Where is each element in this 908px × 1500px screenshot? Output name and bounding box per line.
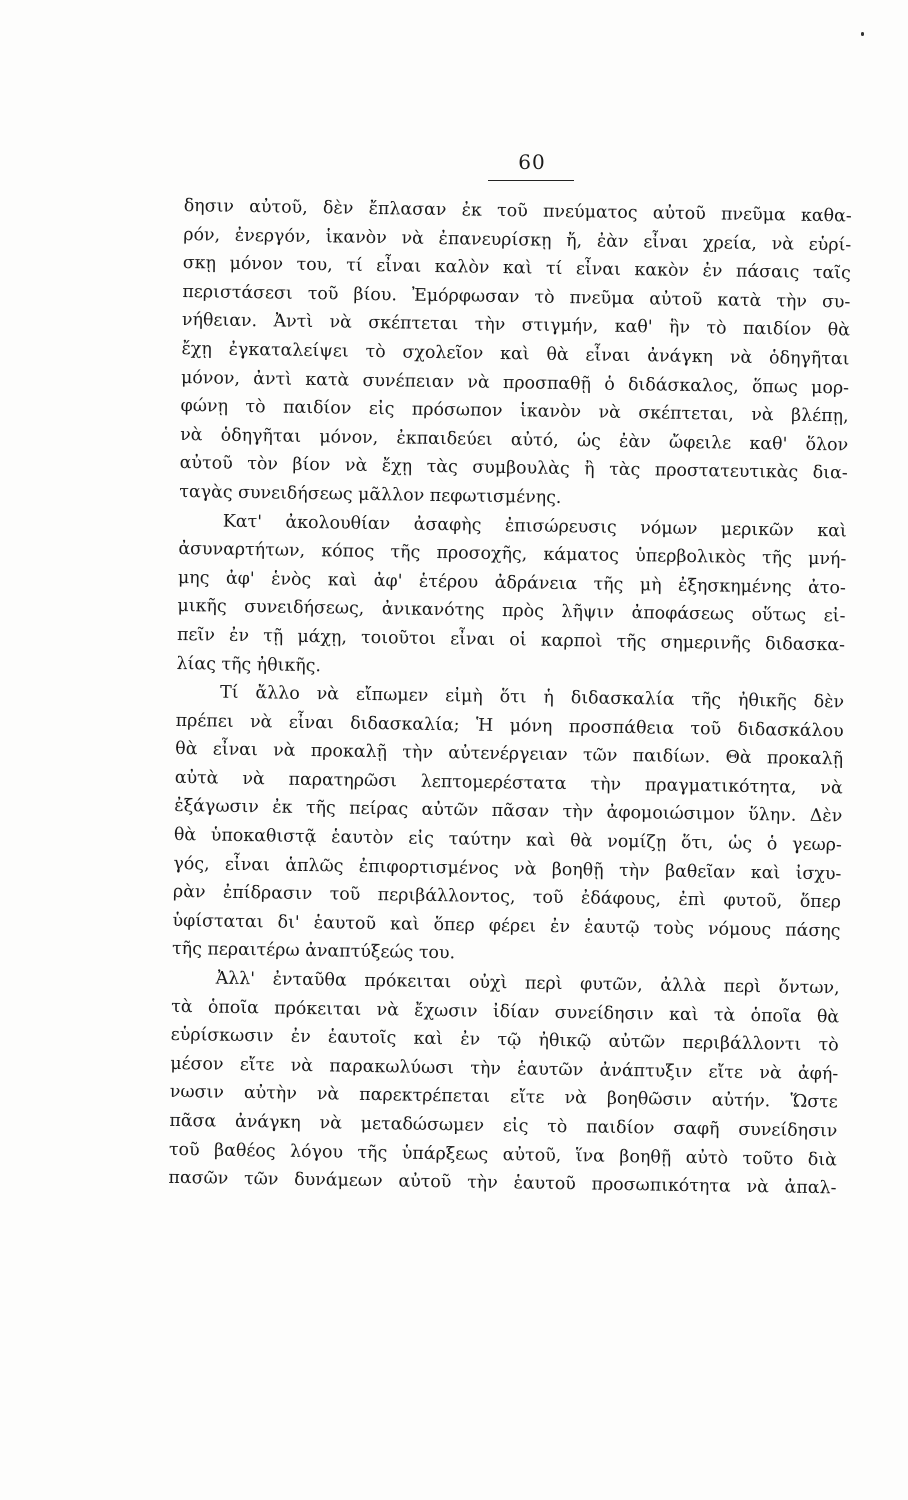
text-line: θὰ ὑποκαθιστᾷ ἑαυτὸν εἰς ταύτην καὶ θὰ νομίζῃ ὅτι, ὡς ὁ γεωρ- <box>173 824 842 856</box>
text-line: τὰ ὁποῖα πρόκειται νὰ ἔχωσιν ἰδίαν συνείδησιν καὶ τὰ ὁποῖα θὰ <box>171 996 840 1028</box>
paragraph-3 <box>172 678 844 974</box>
text-line: μόνον, ἀντὶ κατὰ συνέπειαν νὰ προσπαθῇ ὁ διδάσκαλος, ὅπως μορ- <box>180 367 850 399</box>
text-line: πᾶσα ἀνάγκη νὰ μεταδώσωμεν εἰς τὸ παιδίον σαφῆ συνείδησιν <box>169 1110 838 1142</box>
text-line: πασῶν τῶν δυνάμεων αὐτοῦ τὴν ἑαυτοῦ προσωπικότητα νὰ ἀπαλ- <box>168 1168 837 1199</box>
text-line: ἔχῃ ἐγκαταλείψει τὸ σχολεῖον καὶ θὰ εἶναι ἀνάγκη νὰ ὁδηγῆται <box>181 338 850 370</box>
text-line: δησιν αὐτοῦ, δὲν ἔπλασαν ἐκ τοῦ πνεύματος αὐτοῦ πνεῦμα καθα- <box>183 195 852 227</box>
text-line: λίας τῆς ἠθικῆς. <box>176 653 322 676</box>
text-line: περιστάσεσι τοῦ βίου. Ἐμόρφωσαν τὸ πνεῦμα αὐτοῦ κατὰ τὴν συ- <box>182 281 851 313</box>
body-text <box>168 192 852 1203</box>
text-line: πεῖν ἐν τῇ μάχῃ, τοιοῦτοι εἶναι οἱ καρποὶ τῆς σημερινῆς διδασκα- <box>176 624 846 656</box>
text-line: ρὰν ἐπίδρασιν τοῦ περιβάλλοντος, τοῦ ἐδάφους, ἐπὶ φυτοῦ, ὅπερ <box>172 882 842 913</box>
text-line: αὐτὰ νὰ παρατηρῶσι λεπτομερέστατα τὴν πραγματικότητα, νὰ <box>174 767 843 799</box>
text-line: Κατ' ἀκολουθίαν ἀσαφὴς ἐπισώρευσις νόμων μερικῶν καὶ <box>222 511 847 541</box>
text-line: νὰ ὁδηγῆται μόνον, ἐκπαιδεύει αὐτό, ὡς ἐὰν ὤφειλε καθ' ὅλον <box>180 424 849 456</box>
text-line: τῆς περαιτέρω ἀναπτύξεώς του. <box>171 939 456 964</box>
text-line: φώνῃ τὸ παιδίον εἰς πρόσωπον ἱκανὸν νὰ σκέπτεται, νὰ βλέπῃ, <box>180 396 849 427</box>
text-line: νήθειαν. Ἀντὶ νὰ σκέπτεται τὴν στιγμήν, καθ' ἣν τὸ παιδίον θὰ <box>181 310 851 341</box>
paragraph-2 <box>176 506 847 688</box>
page-number-rule <box>488 180 574 181</box>
text-line: πρέπει νὰ εἶναι διδασκαλία; Ἡ μόνη προσπάθεια τοῦ διδασκάλου <box>175 710 844 742</box>
text-line: γός, εἶναι ἁπλῶς ἐπιφορτισμένος νὰ βοηθῇ τὴν βαθεῖαν καὶ ἰσχυ- <box>173 853 842 885</box>
text-line: Ἀλλ' ἐνταῦθα πρόκειται οὐχὶ περὶ φυτῶν, ἀλλὰ περὶ ὄντων, <box>215 968 840 999</box>
text-line: ἐξάγωσιν ἐκ τῆς πείρας αὐτῶν πᾶσαν τὴν ἀφομοιώσιμον ὕλην. Δὲν <box>174 796 843 827</box>
text-line: ταγὰς συνειδήσεως μᾶλλον πεφωτισμένης. <box>179 481 562 508</box>
print-speck <box>861 32 864 36</box>
text-line: θὰ εἶναι νὰ προκαλῇ τὴν αὐτενέργειαν τῶν παιδίων. Θὰ προκαλῇ <box>175 739 844 770</box>
text-line: ἀσυναρτήτων, κόπος τῆς προσοχῆς, κάματος ὑπερβολικὸς τῆς μνή- <box>178 539 847 570</box>
page-number: 60 <box>518 150 546 174</box>
paragraph-1 <box>179 192 852 517</box>
text-line: τοῦ βαθέος λόγου τῆς ὑπάρξεως αὐτοῦ, ἵνα βοηθῇ αὐτὸ τοῦτο διὰ <box>168 1139 838 1170</box>
text-line: μης ἀφ' ἑνὸς καὶ ἀφ' ἑτέρου ἀδράνεια τῆς μὴ ἐξησκημένης ἀτο- <box>177 567 847 599</box>
text-line: Τί ἄλλο νὰ εἴπωμεν εἰμὴ ὅτι ἡ διδασκαλία τῆς ἠθικῆς δὲν <box>219 682 845 713</box>
text-line: μέσον εἴτε νὰ παρακωλύωσι τὴν ἑαυτῶν ἀνάπτυξιν εἴτε νὰ ἀφή- <box>170 1053 839 1085</box>
text-line: ὑφίσταται δι' ἑαυτοῦ καὶ ὅπερ φέρει ἐν ἑαυτῷ τοὺς νόμους πάσης <box>172 910 841 942</box>
text-line: μικῆς συνειδήσεως, ἀνικανότης πρὸς λῆψιν ἀποφάσεως οὕτως εἰ- <box>177 596 846 627</box>
text-line: εὑρίσκωσιν ἐν ἑαυτοῖς καὶ ἐν τῷ ἠθικῷ αὐτῶν περιβάλλοντι τὸ <box>170 1025 839 1056</box>
paragraph-4 <box>168 964 840 1203</box>
text-line: νωσιν αὐτὴν νὰ παρεκτρέπεται εἴτε νὰ βοηθῶσιν αὐτήν. Ὥστε <box>169 1082 838 1113</box>
text-line: ρόν, ἐνεργόν, ἱκανὸν νὰ ἐπανευρίσκῃ ἤ, ἐὰν εἶναι χρεία, νὰ εὑρί- <box>183 224 852 256</box>
text-line: αὐτοῦ τὸν βίον νὰ ἔχῃ τὰς συμβουλὰς ἢ τὰς προστατευτικὰς δια- <box>179 453 848 484</box>
text-line: σκῃ μόνον του, τί εἶναι καλὸν καὶ τί εἶναι κακὸν ἐν πάσαις ταῖς <box>182 253 851 284</box>
